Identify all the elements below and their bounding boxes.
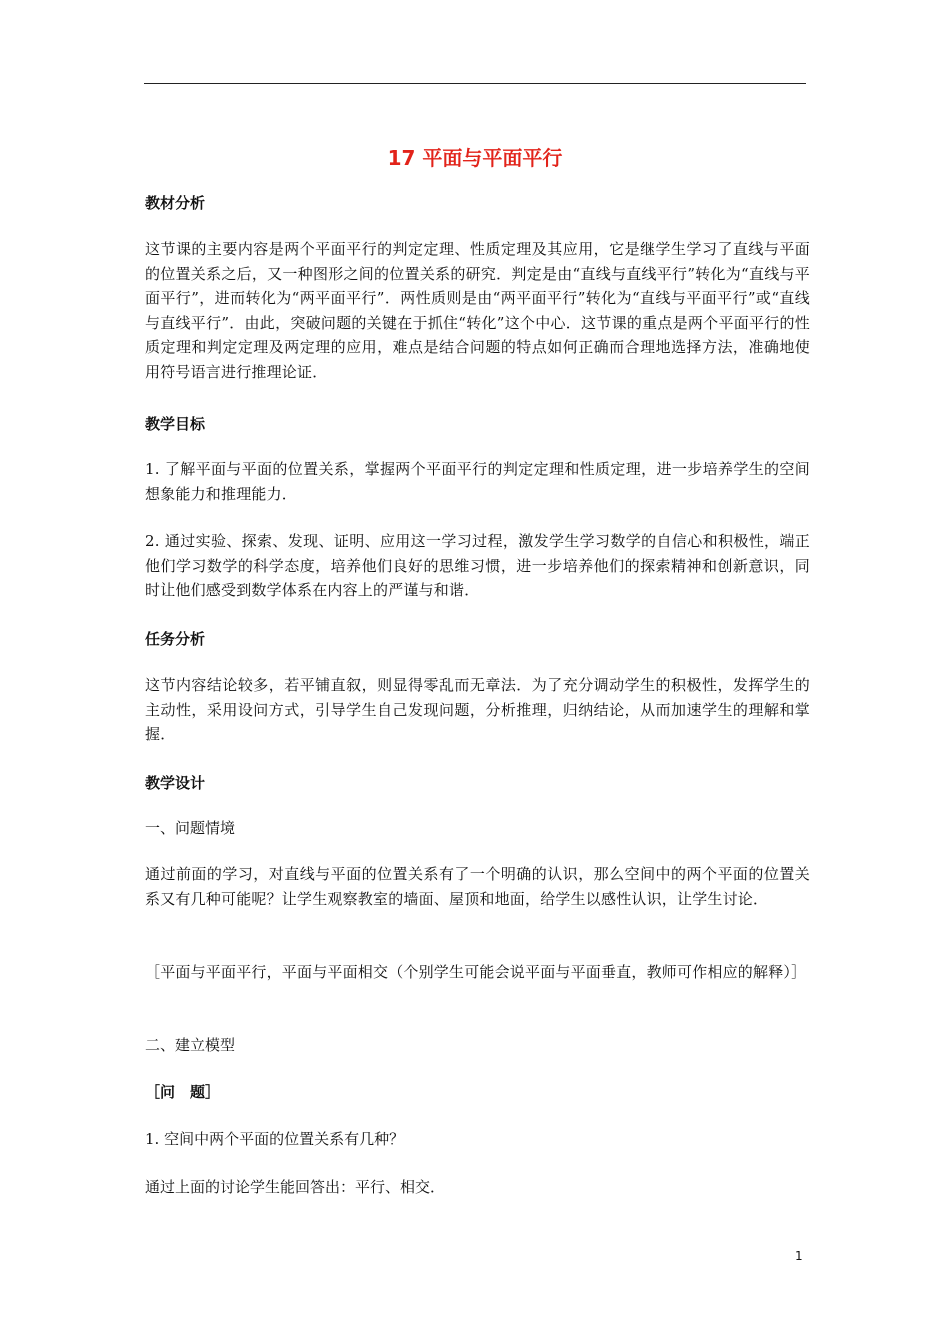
section-heading-material-analysis: 教材分析 <box>145 194 206 212</box>
header-rule <box>144 83 806 84</box>
material-analysis-paragraph: 这节课的主要内容是两个平面平行的判定定理、性质定理及其应用，它是继学生学习了直线与平面的位置关系之后，又一种图形之间的位置关系的研究．判定是由“直线与直线平行”转化为“直线与平面平行”，进而转化为“两平面平行”．两性质则是由“两平面平行”转化为“直线与平面平行”或“直线与直线平行”．由此，突破问题的关键在于抓住“转化”这个中心．这节课的重点是两个平面平行的性质定理和判定定理及两定理的应用，难点是结合问题的特点如何正确而合理地选择方法，准确地使用符号语言进行推理论证． <box>145 240 810 381</box>
section-heading-teaching-design: 教学设计 <box>145 774 206 792</box>
teaching-goal-item-2: 2. 通过实验、探索、发现、证明、应用这一学习过程，激发学生学习数学的自信心和积极性，端正他们学习数学的科学态度，培养他们良好的思维习惯，进一步培养他们的探索精神和创新意识，同时让他们感受到数学体系在内容上的严谨与和谐． <box>145 532 810 599</box>
problem-situation-paragraph: 通过前面的学习，对直线与平面的位置关系有了一个明确的认识，那么空间中的两个平面的位置关系又有几种可能呢？让学生观察教室的墙面、屋顶和地面，给学生以感性认识，让学生讨论． <box>145 865 810 908</box>
problem-situation-note: ［平面与平面平行，平面与平面相交（个别学生可能会说平面与平面垂直，教师可作相应的解释）］ <box>145 963 807 981</box>
question-label: ［问 题］ <box>145 1083 221 1101</box>
section-heading-teaching-goals: 教学目标 <box>145 415 206 433</box>
task-analysis-paragraph: 这节内容结论较多，若平铺直叙，则显得零乱而无章法．为了充分调动学生的积极性，发挥学生的主动性，采用设问方式，引导学生自己发现问题，分析推理，归纳结论，从而加速学生的理解和掌握． <box>145 676 810 743</box>
page-title: 17 平面与平面平行 <box>387 146 563 170</box>
subheading-problem-situation: 一、问题情境 <box>145 819 236 837</box>
teaching-goal-item-1: 1. 了解平面与平面的位置关系，掌握两个平面平行的判定定理和性质定理，进一步培养学生的空间想象能力和推理能力． <box>145 460 810 503</box>
question-1: 1. 空间中两个平面的位置关系有几种？ <box>145 1130 405 1148</box>
section-heading-task-analysis: 任务分析 <box>145 630 206 648</box>
subheading-build-model: 二、建立模型 <box>145 1036 236 1054</box>
page-number: 1 <box>795 1249 803 1263</box>
answer-1: 通过上面的讨论学生能回答出：平行、相交． <box>145 1178 446 1196</box>
